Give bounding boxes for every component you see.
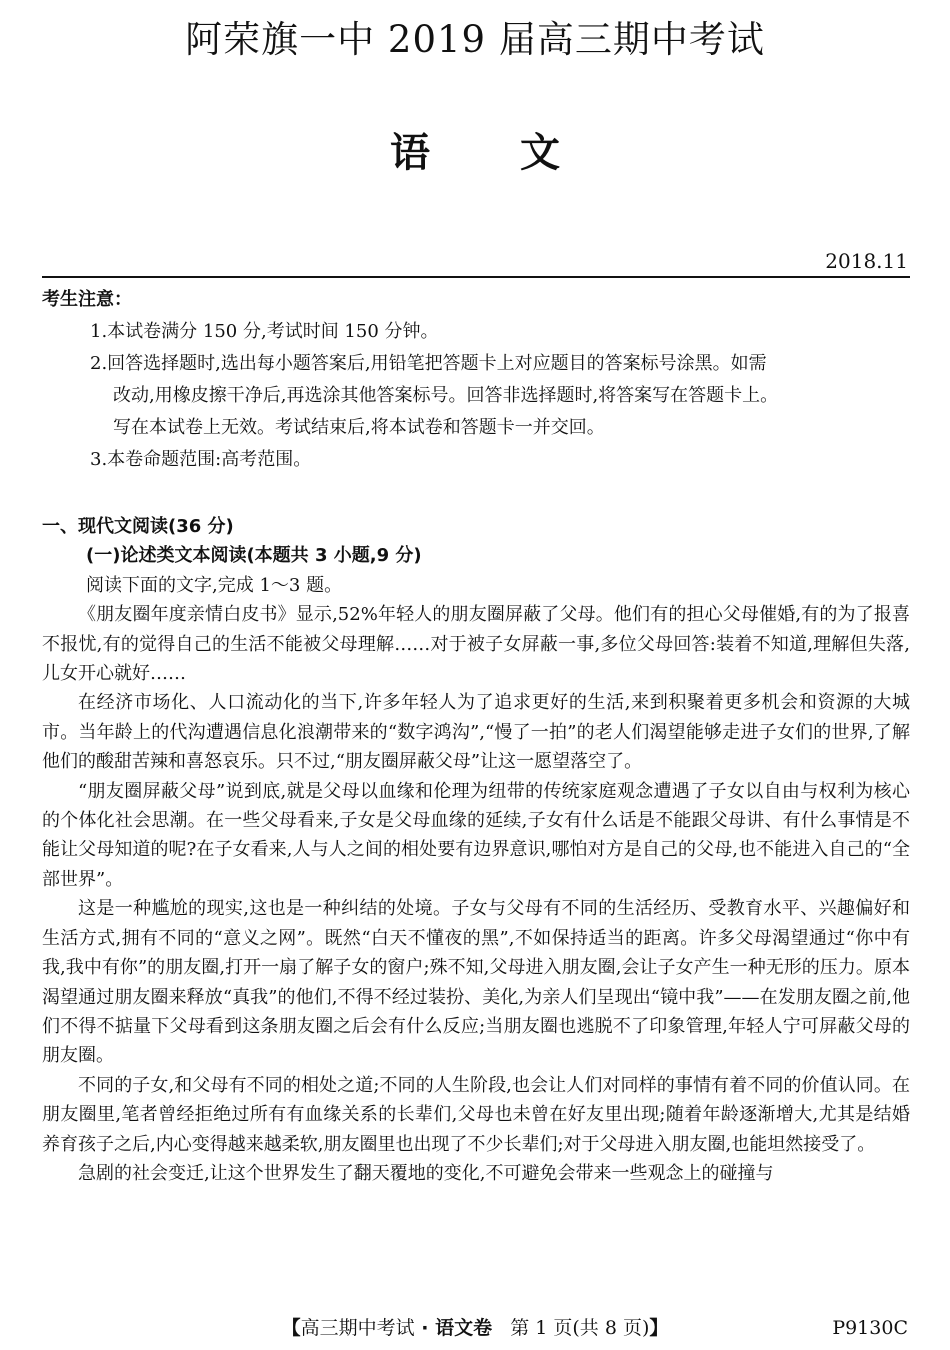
notice-item-2-line-3: 写在本试卷上无效。考试结束后,将本试卷和答题卡一并交回。 (113, 417, 605, 438)
passage-paragraph-3: “朋友圈屏蔽父母”说到底,就是父母以血缘和伦理为纽带的传统家庭观念遭遇了子女以自由与权利为核心的个体化社会思潮。在一些父母看来,子女是父母血缘的延续,子女有什么话是不能跟父母讲、有什么事情是不能让父母知道的呢?在子女看来,人与人之间的相处要有边界意识,哪怕对方是自己的父母,也不能进入自己的“全部世界”。 (42, 780, 910, 890)
notice-item-2-line-1: 2.回答选择题时,选出每小题答案后,用铅笔把答题卡上对应题目的答案标号涂黑。如需 (90, 353, 767, 374)
footer-paper-name: 语文卷 (435, 1317, 493, 1339)
page-footer (0, 1313, 950, 1343)
exam-date: 2018.11 (825, 249, 908, 273)
footer-page-info (0, 1313, 950, 1343)
footer-page-number: 第 1 页(共 8 页) (510, 1317, 650, 1339)
footer-separator: · (414, 1317, 436, 1339)
passage-paragraph-1: 《朋友圈年度亲情白皮书》显示,52%年轻人的朋友圈屏蔽了父母。他们有的担心父母催婚,有的为了报喜不报忧,有的觉得自己的生活不能被父母理解……对于被子女屏蔽一事,多位父母回答:装着不知道,理解但失落,儿女开心就好…… (42, 604, 910, 685)
passage-paragraph-2: 在经济市场化、人口流动化的当下,许多年轻人为了追求更好的生活,来到积聚着更多机会和资源的大城市。当年龄上的代沟遭遇信息化浪潮带来的“数字鸿沟”,“慢了一拍”的老人们渴望能够走进子女们的世界,了解他们的酸甜苦辣和喜怒哀乐。只不过,“朋友圈屏蔽父母”让这一愿望落空了。 (42, 692, 910, 773)
passage-paragraph-4: 这是一种尴尬的现实,这也是一种纠结的处境。子女与父母有不同的生活经历、受教育水平、兴趣偏好和生活方式,拥有不同的“意义之网”。既然“白天不懂夜的黑”,不如保持适当的距离。许多父母渴望通过“你中有我,我中有你”的朋友圈,打开一扇了解子女的窗户;殊不知,父母进入朋友圈,会让子女产生一种无形的压力。原本渴望通过朋友圈来释放“真我”的他们,不得不经过装扮、美化,为亲人们呈现出“镜中我”——在发朋友圈之前,他们不得不掂量下父母看到这条朋友圈之后会有什么反应;当朋友圈也逃脱不了印象管理,年轻人宁可屏蔽父母的朋友圈。 (42, 898, 910, 1067)
exam-title: 阿荣旗一中 2019 届高三期中考试 (185, 18, 765, 61)
reading-section (42, 512, 910, 1188)
notice-item-3: 3.本卷命题范围:高考范围。 (90, 449, 312, 470)
notice-item-2-line-2: 改动,用橡皮擦干净后,再选涂其他答案标号。回答非选择题时,将答案写在答题卡上。 (113, 385, 779, 406)
exam-notice (42, 284, 910, 476)
notice-title: 考生注意： (42, 289, 132, 310)
subsection-heading: (一)论述类文本阅读(本题共 3 小题,9 分) (86, 545, 422, 567)
passage-paragraph-5: 不同的子女,和父母有不同的相处之道;不同的人生阶段,也会让人们对同样的事情有着不同的价值认同。在朋友圈里,笔者曾经拒绝过所有有血缘关系的长辈们,父母也未曾在好友里出现;随着年龄逐渐增大,尤其是结婚养育孩子之后,内心变得越来越柔软,朋友圈里也出现了不少长辈们;对于父母进入朋友圈,也能坦然接受了。 (42, 1074, 910, 1155)
footer-left-bracket: 【 (281, 1317, 301, 1339)
reading-instruction: 阅读下面的文字,完成 1～3 题。 (86, 574, 343, 596)
notice-item-2 (42, 348, 910, 444)
header-divider (42, 276, 910, 278)
footer-exam-name: 高三期中考试 (300, 1317, 415, 1339)
section-heading: 一、现代文阅读(36 分) (42, 516, 234, 537)
notice-item-1: 1.本试卷满分 150 分,考试时间 150 分钟。 (90, 321, 439, 342)
footer-paper-code: P9130C (832, 1317, 908, 1339)
footer-right-bracket: 】 (649, 1317, 669, 1339)
passage-paragraph-6: 急剧的社会变迁,让这个世界发生了翻天覆地的变化,不可避免会带来一些观念上的碰撞与 (78, 1162, 774, 1184)
subject-title: 语文 (390, 130, 650, 176)
